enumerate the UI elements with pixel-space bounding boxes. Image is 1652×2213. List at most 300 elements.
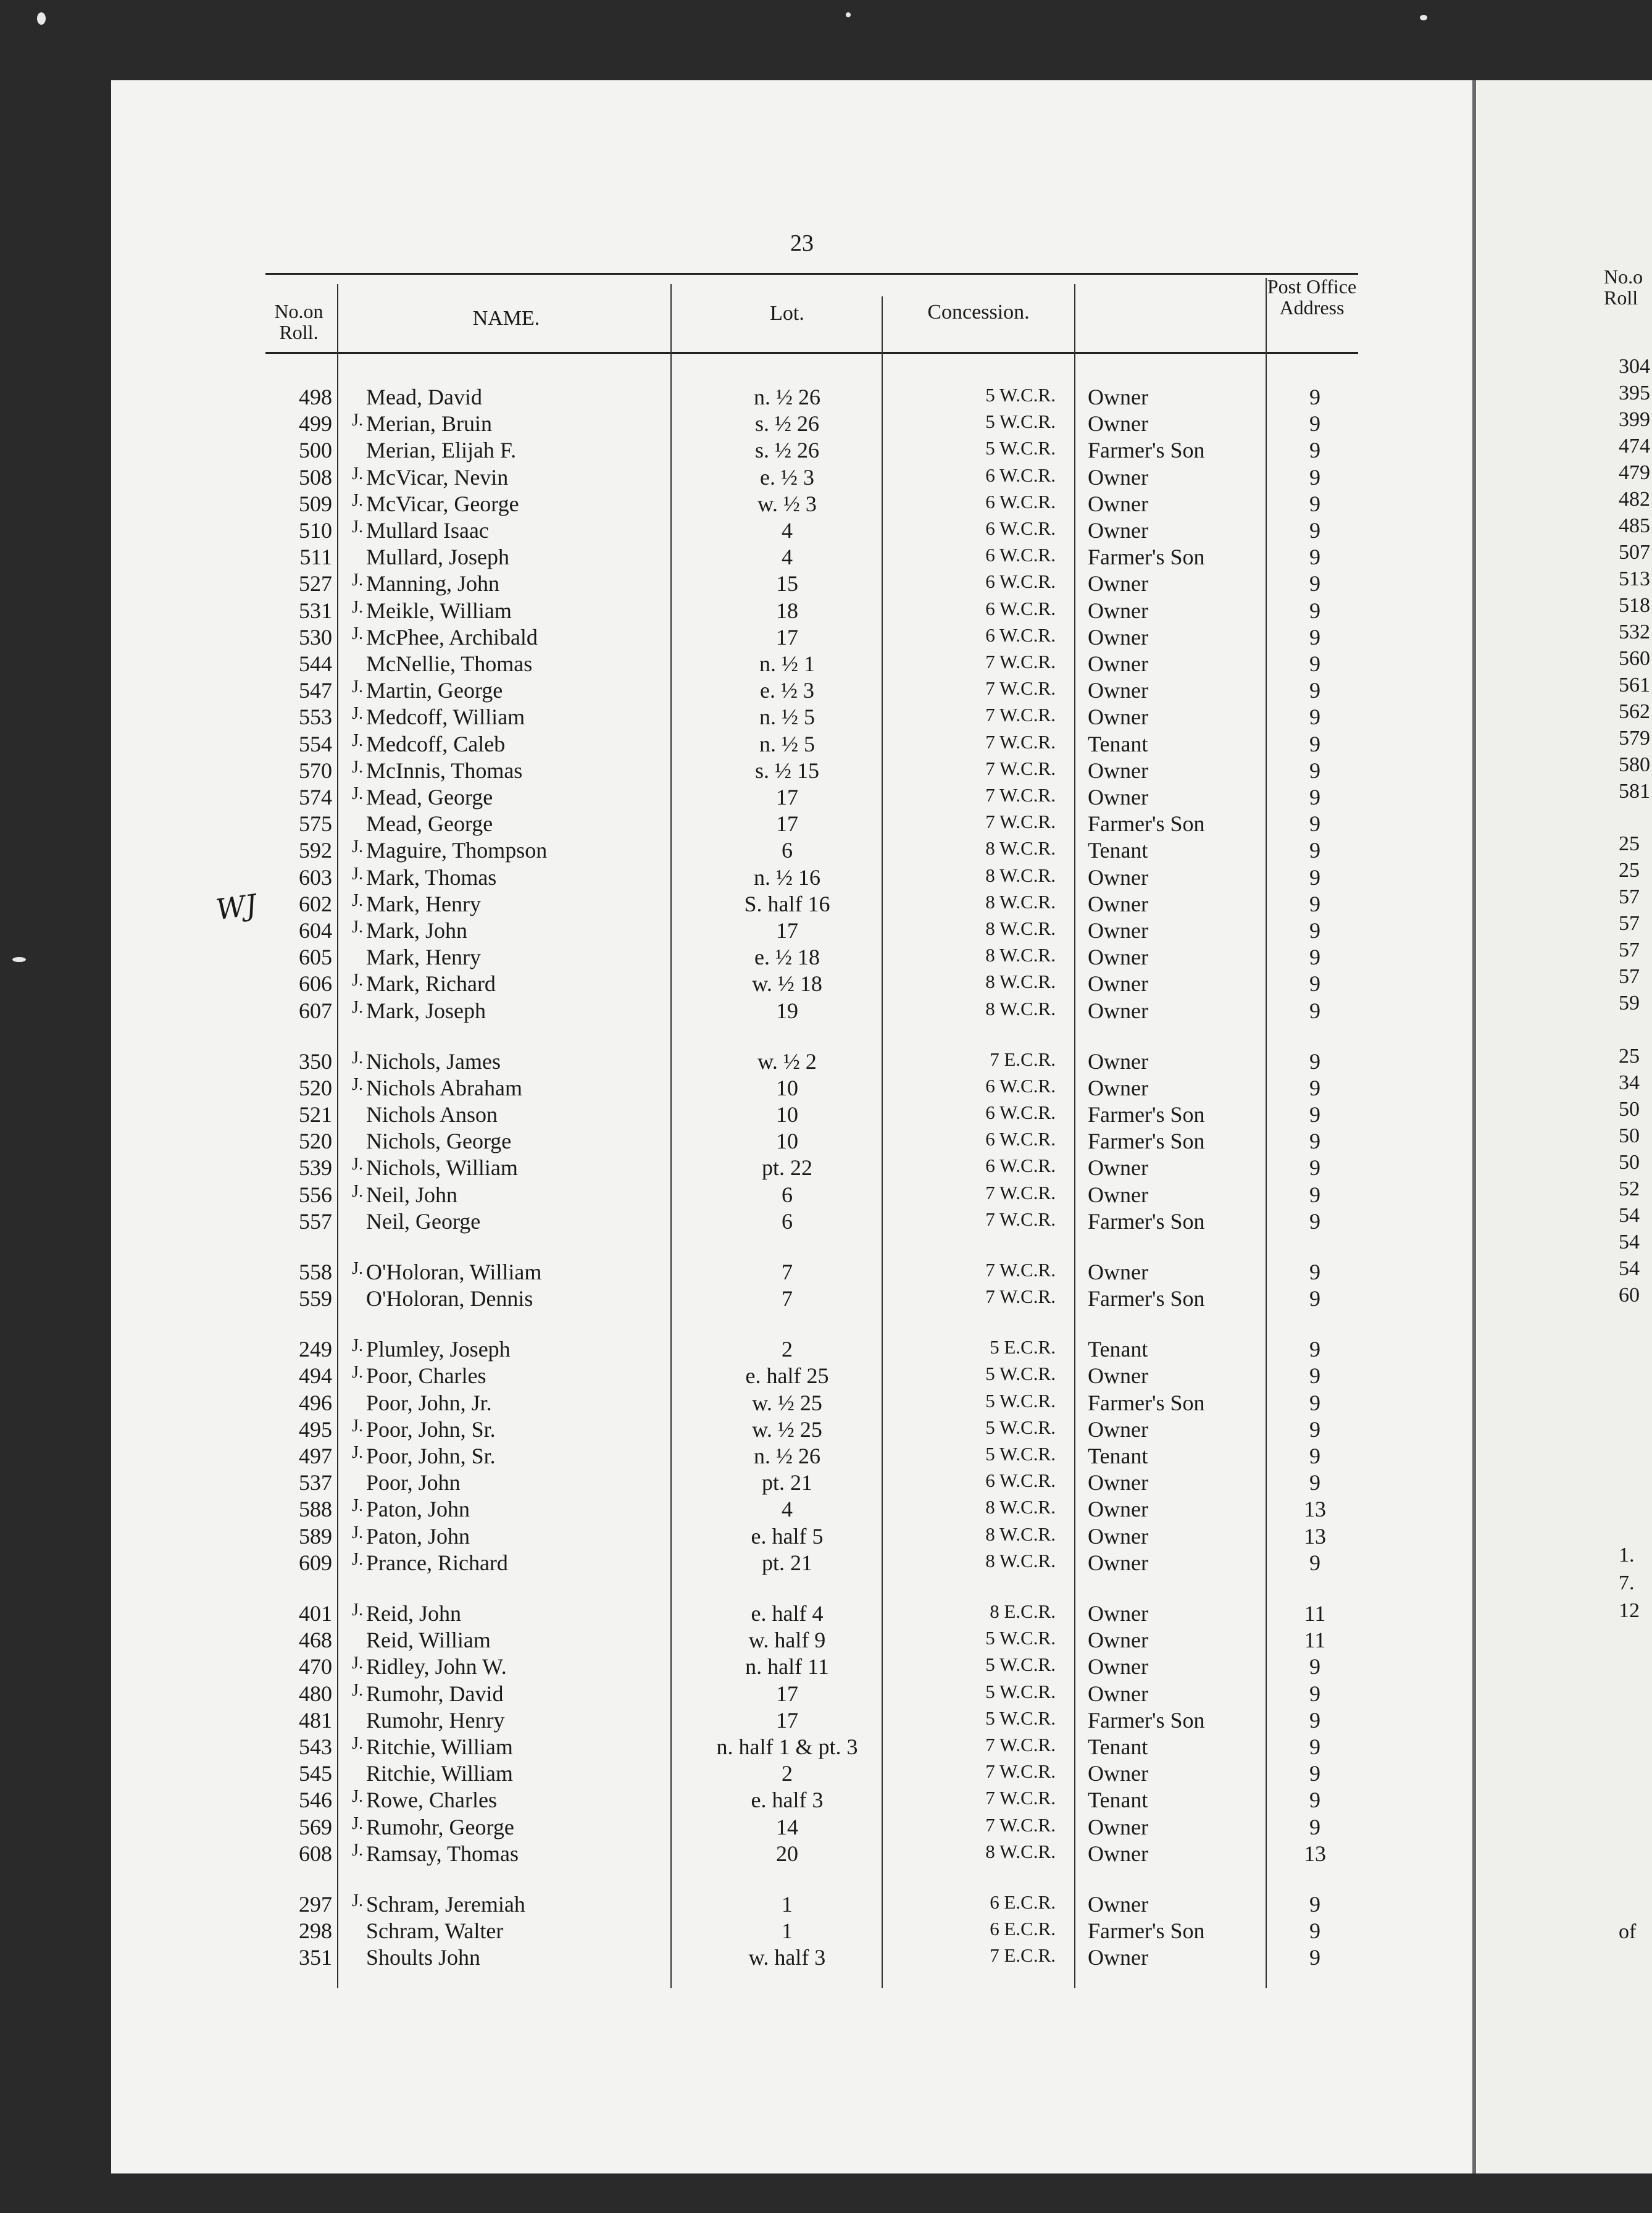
post-office: 9 xyxy=(1309,464,1320,490)
juror-mark: J. xyxy=(352,464,363,483)
concession: 7 W.C.R. xyxy=(985,704,1056,726)
voter-name: Poor, Charles xyxy=(366,1363,486,1389)
concession: 8 W.C.R. xyxy=(985,1496,1056,1518)
voter-name: Mullard, Joseph xyxy=(366,545,509,570)
roll-number: 604 xyxy=(299,918,332,943)
roll-number: 553 xyxy=(299,705,332,730)
header-rule-top xyxy=(265,273,1358,275)
roll-number: 546 xyxy=(299,1788,332,1813)
status: Farmer's Son xyxy=(1088,1390,1205,1415)
header-lot: Lot. xyxy=(770,302,804,325)
status: Owner xyxy=(1088,1841,1148,1866)
voter-name: Nichols, William xyxy=(366,1155,518,1181)
facing-header: No.o Roll xyxy=(1604,266,1643,309)
status: Tenant xyxy=(1088,1788,1148,1813)
facing-roll-number: 50 xyxy=(1619,1124,1640,1147)
post-office: 9 xyxy=(1309,491,1320,516)
table-row xyxy=(0,1787,1652,1813)
voter-name: Poor, John, Sr. xyxy=(366,1444,496,1469)
status: Owner xyxy=(1088,918,1148,943)
roll-number: 545 xyxy=(299,1761,332,1786)
concession: 6 W.C.R. xyxy=(985,1074,1056,1097)
facing-roll-number: of xyxy=(1619,1920,1637,1943)
roll-number: 480 xyxy=(299,1681,332,1706)
juror-mark: J. xyxy=(352,1680,363,1700)
roll-number: 511 xyxy=(299,545,332,570)
status: Tenant xyxy=(1088,1337,1148,1362)
facing-roll-number: 25 xyxy=(1619,1045,1640,1068)
concession: 6 W.C.R. xyxy=(985,464,1056,486)
concession: 7 W.C.R. xyxy=(985,1208,1056,1230)
voter-name: Mark, Henry xyxy=(366,891,481,916)
concession: 5 W.C.R. xyxy=(985,1707,1056,1729)
post-office: 9 xyxy=(1309,1075,1320,1100)
voter-name: McPhee, Archibald xyxy=(366,624,538,650)
facing-roll-number: 579 xyxy=(1619,727,1650,750)
voter-name: McVicar, George xyxy=(366,491,519,516)
voter-name: Rumohr, Henry xyxy=(366,1707,505,1733)
table-row xyxy=(0,464,1652,490)
concession: 7 W.C.R. xyxy=(985,1733,1056,1755)
roll-number: 574 xyxy=(299,785,332,809)
table-row xyxy=(0,1128,1652,1154)
roll-number: 500 xyxy=(299,438,332,463)
status: Farmer's Son xyxy=(1088,545,1205,570)
concession: 7 E.C.R. xyxy=(990,1048,1056,1070)
post-office: 9 xyxy=(1309,838,1320,863)
voter-name: Merian, Elijah F. xyxy=(366,438,517,463)
table-row xyxy=(0,1259,1652,1285)
status: Tenant xyxy=(1088,731,1148,756)
voter-name: Neil, George xyxy=(366,1208,481,1234)
concession: 8 W.C.R. xyxy=(985,971,1056,993)
concession: 7 W.C.R. xyxy=(985,1181,1056,1203)
table-row xyxy=(0,1841,1652,1867)
table-row xyxy=(0,651,1652,677)
status: Owner xyxy=(1088,705,1148,730)
status: Farmer's Son xyxy=(1088,438,1205,463)
post-office: 9 xyxy=(1309,811,1320,837)
post-office: 11 xyxy=(1304,1628,1326,1653)
voter-name: Martin, George xyxy=(366,678,503,703)
voter-name: Medcoff, William xyxy=(366,705,525,730)
table-row xyxy=(0,1208,1652,1234)
voter-name: Schram, Jeremiah xyxy=(366,1891,525,1917)
voter-name: Nichols, George xyxy=(366,1129,512,1154)
post-office: 9 xyxy=(1309,1363,1320,1389)
table-row xyxy=(0,1496,1652,1522)
lot: 14 xyxy=(776,1814,798,1839)
post-office: 9 xyxy=(1309,651,1320,676)
facing-roll-number: 479 xyxy=(1619,461,1650,484)
voter-name: Merian, Bruin xyxy=(366,411,492,437)
post-office: 9 xyxy=(1309,1286,1320,1311)
roll-number: 496 xyxy=(299,1390,332,1415)
voter-name: Neil, John xyxy=(366,1182,457,1207)
concession: 6 W.C.R. xyxy=(985,624,1056,646)
table-row xyxy=(0,1681,1652,1707)
voter-name: Nichols, James xyxy=(366,1048,501,1074)
juror-mark: J. xyxy=(352,1523,363,1542)
status: Owner xyxy=(1088,1628,1148,1653)
juror-mark: J. xyxy=(352,1813,363,1833)
facing-roll-number: 562 xyxy=(1619,700,1650,723)
facing-roll-number: 57 xyxy=(1619,885,1640,908)
lot: e. ½ 18 xyxy=(754,945,820,970)
roll-number: 575 xyxy=(299,811,332,837)
table-row xyxy=(0,837,1652,863)
concession: 7 W.C.R. xyxy=(985,677,1056,700)
post-office: 9 xyxy=(1309,1208,1320,1234)
juror-mark: J. xyxy=(352,704,363,724)
roll-number: 547 xyxy=(299,678,332,703)
facing-roll-number: 561 xyxy=(1619,674,1650,697)
concession: 8 E.C.R. xyxy=(990,1600,1056,1622)
juror-mark: J. xyxy=(352,677,363,697)
facing-roll-number: 581 xyxy=(1619,780,1650,803)
voter-name: Paton, John xyxy=(366,1523,470,1549)
facing-roll-number: 580 xyxy=(1619,753,1650,776)
concession: 5 W.C.R. xyxy=(985,1363,1056,1385)
post-office: 9 xyxy=(1309,1129,1320,1154)
lot: 15 xyxy=(776,571,798,596)
juror-mark: J. xyxy=(352,1181,363,1201)
juror-mark: J. xyxy=(352,757,363,777)
facing-roll-number: 50 xyxy=(1619,1151,1640,1174)
facing-roll-number: 507 xyxy=(1619,541,1650,564)
roll-number: 468 xyxy=(299,1628,332,1653)
table-row xyxy=(0,1600,1652,1626)
table-row xyxy=(0,491,1652,517)
roll-number: 494 xyxy=(299,1363,332,1389)
status: Owner xyxy=(1088,1497,1148,1522)
concession: 6 W.C.R. xyxy=(985,1155,1056,1177)
table-row xyxy=(0,544,1652,570)
table-row xyxy=(0,1891,1652,1917)
status: Tenant xyxy=(1088,1734,1148,1759)
roll-number: 350 xyxy=(299,1048,332,1074)
voter-name: Medcoff, Caleb xyxy=(366,731,506,756)
table-row xyxy=(0,1390,1652,1416)
roll-number: 470 xyxy=(299,1654,332,1680)
voter-name: Rowe, Charles xyxy=(366,1788,497,1813)
concession: 6 E.C.R. xyxy=(990,1891,1056,1913)
concession: 5 W.C.R. xyxy=(985,437,1056,459)
status: Farmer's Son xyxy=(1088,1286,1205,1311)
post-office: 9 xyxy=(1309,1048,1320,1074)
post-office: 9 xyxy=(1309,1155,1320,1181)
facing-roll-number: 518 xyxy=(1619,594,1650,617)
voter-name: Mead, David xyxy=(366,385,482,409)
table-row xyxy=(0,784,1652,810)
lot: 6 xyxy=(782,838,793,863)
roll-number: 509 xyxy=(299,491,332,516)
status: Owner xyxy=(1088,624,1148,650)
facing-roll-number: 482 xyxy=(1619,488,1650,511)
post-office: 9 xyxy=(1309,624,1320,650)
roll-number: 539 xyxy=(299,1155,332,1181)
facing-roll-number: 485 xyxy=(1619,514,1650,537)
table-row xyxy=(0,1416,1652,1442)
status: Farmer's Son xyxy=(1088,1129,1205,1154)
table-row xyxy=(0,1155,1652,1181)
table-row xyxy=(0,1048,1652,1074)
voter-name: McNellie, Thomas xyxy=(366,651,533,676)
handwritten-margin-note: WJ xyxy=(214,887,259,927)
facing-roll-number: 54 xyxy=(1619,1257,1640,1280)
juror-mark: J. xyxy=(352,1840,363,1860)
concession: 6 W.C.R. xyxy=(985,490,1056,512)
facing-roll-number: 304 xyxy=(1619,355,1650,378)
lot: e. ½ 3 xyxy=(760,464,814,490)
lot: 1 xyxy=(782,1891,793,1917)
facing-roll-number: 474 xyxy=(1619,435,1650,458)
facing-roll-number: 34 xyxy=(1619,1071,1640,1094)
lot: 2 xyxy=(782,1761,793,1786)
concession: 5 E.C.R. xyxy=(990,1336,1056,1358)
table-row xyxy=(0,1182,1652,1208)
roll-number: 537 xyxy=(299,1470,332,1496)
post-office: 11 xyxy=(1304,1600,1326,1626)
lot: 7 xyxy=(782,1259,793,1284)
voter-name: Rumohr, David xyxy=(366,1681,504,1706)
concession: 5 W.C.R. xyxy=(985,384,1056,406)
table-row xyxy=(0,944,1652,970)
lot: w. half 9 xyxy=(748,1628,826,1653)
juror-mark: J. xyxy=(352,837,363,857)
post-office: 9 xyxy=(1309,864,1320,890)
roll-number: 544 xyxy=(299,651,332,676)
concession: 8 W.C.R. xyxy=(985,944,1056,966)
status: Owner xyxy=(1088,464,1148,490)
table-row xyxy=(0,598,1652,624)
roll-number: 401 xyxy=(299,1600,332,1626)
roll-number: 351 xyxy=(299,1945,332,1970)
roll-number: 609 xyxy=(299,1550,332,1575)
juror-mark: J. xyxy=(352,997,363,1017)
scan-speck xyxy=(37,12,46,25)
post-office: 9 xyxy=(1309,891,1320,916)
roll-number: 605 xyxy=(299,945,332,970)
roll-number: 498 xyxy=(299,385,332,409)
lot: 4 xyxy=(782,1497,793,1522)
lot: e. half 25 xyxy=(745,1363,829,1389)
lot: 17 xyxy=(776,918,798,943)
post-office: 9 xyxy=(1309,1550,1320,1575)
table-row xyxy=(0,1944,1652,1970)
juror-mark: J. xyxy=(352,597,363,617)
table-row xyxy=(0,1734,1652,1760)
table-row xyxy=(0,624,1652,650)
roll-number: 588 xyxy=(299,1497,332,1522)
concession: 8 W.C.R. xyxy=(985,1840,1056,1862)
concession: 5 W.C.R. xyxy=(985,1627,1056,1649)
voter-name: McVicar, Nevin xyxy=(366,464,509,490)
status: Owner xyxy=(1088,1523,1148,1549)
header-concession: Concession. xyxy=(927,301,1030,324)
status: Owner xyxy=(1088,491,1148,516)
table-row xyxy=(0,1760,1652,1786)
status: Owner xyxy=(1088,1363,1148,1389)
lot: pt. 21 xyxy=(761,1470,812,1496)
concession: 8 W.C.R. xyxy=(985,1523,1056,1545)
status: Owner xyxy=(1088,1891,1148,1917)
post-office: 9 xyxy=(1309,945,1320,970)
concession: 5 W.C.R. xyxy=(985,1416,1056,1438)
header-post-office: Post Office Address xyxy=(1267,275,1357,319)
lot: n. ½ 5 xyxy=(759,731,815,756)
post-office: 9 xyxy=(1309,1945,1320,1970)
table-row xyxy=(0,731,1652,757)
table-row xyxy=(0,437,1652,463)
post-office: 9 xyxy=(1309,1734,1320,1759)
status: Owner xyxy=(1088,998,1148,1023)
concession: 7 W.C.R. xyxy=(985,1760,1056,1783)
status: Farmer's Son xyxy=(1088,811,1205,837)
lot: n. ½ 1 xyxy=(759,651,815,676)
status: Owner xyxy=(1088,785,1148,809)
lot: s. ½ 26 xyxy=(754,411,819,437)
table-row xyxy=(0,517,1652,543)
lot: w. ½ 25 xyxy=(752,1416,822,1442)
juror-mark: J. xyxy=(352,971,363,990)
voter-name: Mead, George xyxy=(366,785,493,809)
lot: 19 xyxy=(776,998,798,1023)
juror-mark: J. xyxy=(352,411,363,430)
lot: 17 xyxy=(776,1681,798,1706)
status: Owner xyxy=(1088,945,1148,970)
table-row xyxy=(0,1627,1652,1653)
juror-mark: J. xyxy=(352,1074,363,1094)
status: Owner xyxy=(1088,864,1148,890)
post-office: 9 xyxy=(1309,1654,1320,1680)
roll-number: 521 xyxy=(299,1102,332,1127)
table-row xyxy=(0,918,1652,943)
voter-name: Mark, Henry xyxy=(366,945,481,970)
roll-number: 569 xyxy=(299,1814,332,1839)
facing-roll-number: 25 xyxy=(1619,859,1640,882)
post-office: 9 xyxy=(1309,1891,1320,1917)
concession: 7 W.C.R. xyxy=(985,757,1056,779)
voter-name: O'Holoran, William xyxy=(366,1259,542,1284)
lot: 17 xyxy=(776,624,798,650)
lot: 17 xyxy=(776,785,798,809)
facing-roll-number: 513 xyxy=(1619,567,1650,590)
concession: 5 W.C.R. xyxy=(985,411,1056,433)
post-office: 9 xyxy=(1309,1102,1320,1127)
concession: 5 W.C.R. xyxy=(985,1389,1056,1412)
facing-roll-number: 52 xyxy=(1619,1178,1640,1200)
lot: 18 xyxy=(776,598,798,623)
roll-number: 249 xyxy=(299,1337,332,1362)
status: Farmer's Son xyxy=(1088,1918,1205,1943)
concession: 6 W.C.R. xyxy=(985,571,1056,593)
post-office: 9 xyxy=(1309,785,1320,809)
status: Owner xyxy=(1088,1681,1148,1706)
roll-number: 297 xyxy=(299,1891,332,1917)
juror-mark: J. xyxy=(352,1733,363,1753)
table-row xyxy=(0,1363,1652,1389)
status: Farmer's Son xyxy=(1088,1208,1205,1234)
lot: e. half 3 xyxy=(751,1788,824,1813)
roll-number: 592 xyxy=(299,838,332,863)
concession: 5 W.C.R. xyxy=(985,1443,1056,1465)
status: Owner xyxy=(1088,1075,1148,1100)
juror-mark: J. xyxy=(352,784,363,803)
roll-number: 603 xyxy=(299,864,332,890)
voter-name: Ritchie, William xyxy=(366,1734,513,1759)
post-office: 9 xyxy=(1309,998,1320,1023)
status: Owner xyxy=(1088,651,1148,676)
status: Owner xyxy=(1088,891,1148,916)
roll-number: 508 xyxy=(299,464,332,490)
facing-roll-number: 560 xyxy=(1619,647,1650,670)
facing-roll-number: 60 xyxy=(1619,1284,1640,1307)
status: Owner xyxy=(1088,1048,1148,1074)
roll-number: 497 xyxy=(299,1444,332,1469)
lot: w. ½ 2 xyxy=(757,1048,817,1074)
status: Owner xyxy=(1088,571,1148,596)
concession: 6 W.C.R. xyxy=(985,544,1056,566)
post-office: 9 xyxy=(1309,411,1320,437)
juror-mark: J. xyxy=(352,1155,363,1174)
header-name: NAME. xyxy=(472,307,540,330)
roll-number: 510 xyxy=(299,518,332,543)
status: Owner xyxy=(1088,411,1148,437)
table-row xyxy=(0,998,1652,1024)
roll-number: 602 xyxy=(299,891,332,916)
voter-name: Nichols Abraham xyxy=(366,1075,522,1100)
table-row xyxy=(0,411,1652,437)
voter-name: Schram, Walter xyxy=(366,1918,504,1943)
table-row xyxy=(0,811,1652,837)
lot: w. ½ 3 xyxy=(757,491,817,516)
roll-number: 607 xyxy=(299,998,332,1023)
post-office: 9 xyxy=(1309,1761,1320,1786)
juror-mark: J. xyxy=(352,1549,363,1569)
concession: 8 W.C.R. xyxy=(985,1549,1056,1571)
post-office: 9 xyxy=(1309,1470,1320,1496)
status: Tenant xyxy=(1088,838,1148,863)
facing-roll-number: 1. xyxy=(1619,1544,1635,1567)
juror-mark: J. xyxy=(352,1363,363,1383)
post-office: 9 xyxy=(1309,731,1320,756)
concession: 6 W.C.R. xyxy=(985,1102,1056,1124)
post-office: 9 xyxy=(1309,571,1320,596)
table-row xyxy=(0,1286,1652,1311)
lot: n. half 11 xyxy=(745,1654,829,1680)
lot: 6 xyxy=(782,1182,793,1207)
juror-mark: J. xyxy=(352,624,363,643)
roll-number: 543 xyxy=(299,1734,332,1759)
table-row xyxy=(0,1523,1652,1549)
status: Farmer's Son xyxy=(1088,1102,1205,1127)
juror-mark: J. xyxy=(352,918,363,937)
lot: 1 xyxy=(782,1918,793,1943)
concession: 8 W.C.R. xyxy=(985,890,1056,913)
voter-name: Poor, John, Jr. xyxy=(366,1390,492,1415)
concession: 7 W.C.R. xyxy=(985,1787,1056,1809)
post-office: 13 xyxy=(1304,1523,1326,1549)
roll-number: 557 xyxy=(299,1208,332,1234)
concession: 6 W.C.R. xyxy=(985,1128,1056,1150)
lot: e. half 5 xyxy=(751,1523,824,1549)
lot: n. ½ 26 xyxy=(754,385,820,409)
juror-mark: J. xyxy=(352,490,363,510)
voter-name: Ritchie, William xyxy=(366,1761,513,1786)
voter-name: O'Holoran, Dennis xyxy=(366,1286,533,1311)
scan-speck xyxy=(846,12,851,17)
